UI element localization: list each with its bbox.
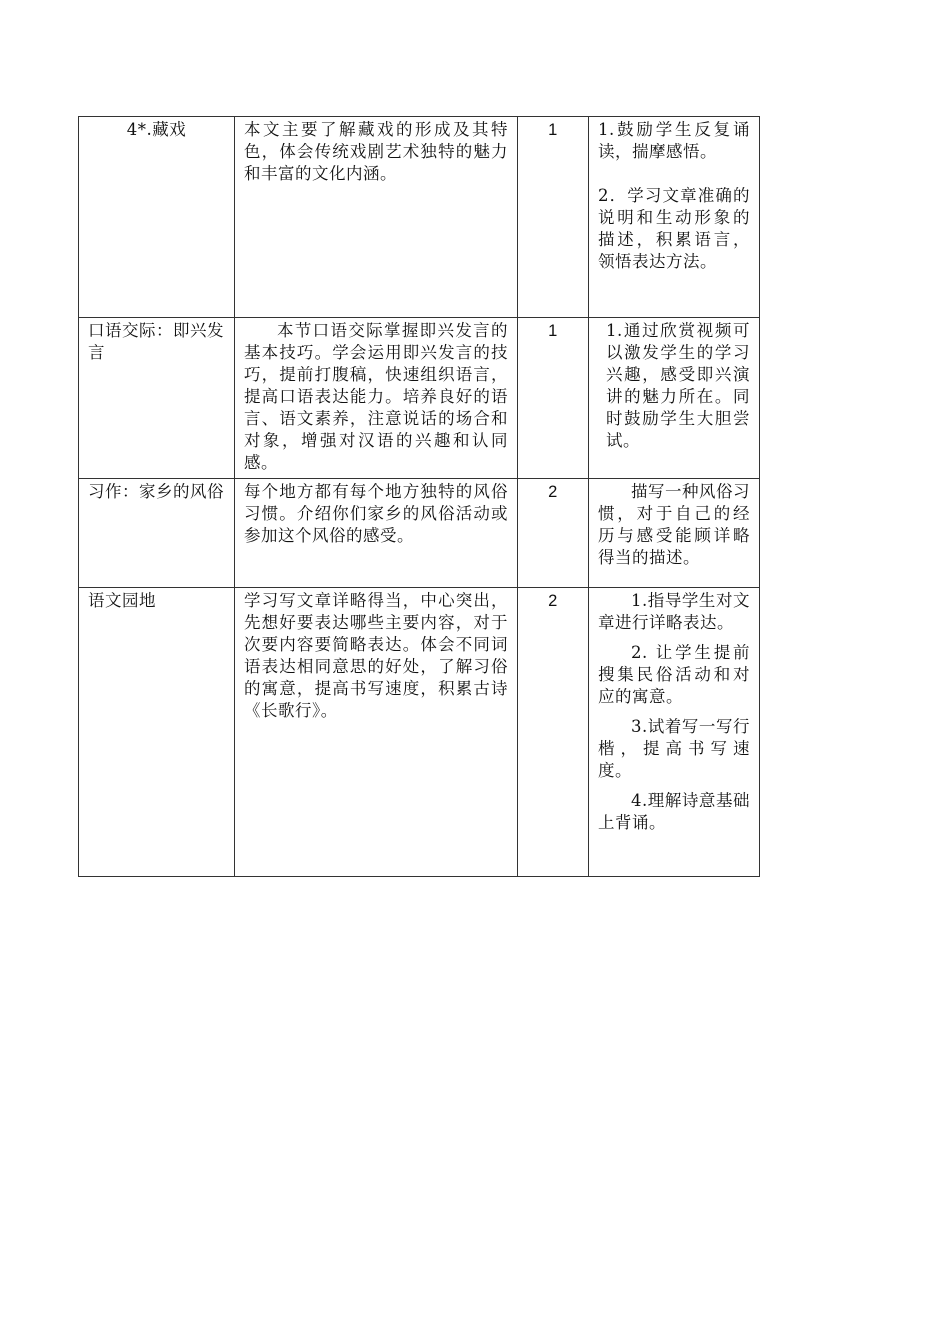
lesson-description: 学习写文章详略得当，中心突出，先想好要表达哪些主要内容，对于次要内容要简略表达。体会不同词语表达相同意思的好处，了解习俗的寓意，提高书写速度，积累古诗《长歌行》。 [244, 591, 508, 720]
lesson-description: 本节口语交际掌握即兴发言的基本技巧。学会运用即兴发言的技巧，提前打腹稿，快速组织语言，提高口语表达能力。培养良好的语言、语文素养，注意说话的场合和对象，增强对汉语的兴趣和认同感。 [244, 321, 508, 472]
lesson-desc-cell [235, 479, 518, 588]
lesson-method-cell [589, 588, 760, 877]
lesson-hours: 2 [548, 483, 558, 501]
lesson-title: 语文园地 [88, 591, 156, 610]
method-item: 2．学习文章准确的说明和生动形象的描述，积累语言，领悟表达方法。 [598, 186, 750, 271]
lesson-desc-cell [235, 318, 518, 479]
table-row [79, 479, 760, 588]
lesson-title: 口语交际：即兴发言 [88, 321, 224, 362]
lesson-title: 4*.藏戏 [126, 120, 187, 139]
lesson-method-cell [589, 479, 760, 588]
lesson-hours: 1 [548, 322, 558, 340]
method-item: 1.指导学生对文章进行详略表达。 [598, 591, 750, 632]
lesson-desc-cell [235, 117, 518, 318]
lesson-method-cell [589, 117, 760, 318]
lesson-hours-cell [518, 588, 589, 877]
lesson-title-cell [79, 479, 235, 588]
method-item: 描写一种风俗习惯，对于自己的经历与感受能顾详略得当的描述。 [598, 482, 750, 567]
table-row [79, 588, 760, 877]
table-row [79, 117, 760, 318]
lesson-desc-cell [235, 588, 518, 877]
method-item: 4.理解诗意基础上背诵。 [598, 791, 750, 832]
table-row [79, 318, 760, 479]
lesson-title: 习作：家乡的风俗 [88, 482, 224, 501]
method-item: 1.通过欣赏视频可以激发学生的学习兴趣，感受即兴演讲的魅力所在。同时鼓励学生大胆尝试。 [606, 321, 750, 450]
lesson-hours: 2 [548, 592, 558, 610]
lesson-method-cell [589, 318, 760, 479]
lesson-hours-cell [518, 117, 589, 318]
lesson-title-cell [79, 117, 235, 318]
lesson-description: 本文主要了解藏戏的形成及其特色，体会传统戏剧艺术独特的魅力和丰富的文化内涵。 [244, 120, 508, 183]
lesson-title-cell [79, 318, 235, 479]
lesson-hours: 1 [548, 121, 558, 139]
method-item: 3.试着写一写行楷，提高书写速度。 [598, 717, 750, 780]
method-item: 2. 让学生提前搜集民俗活动和对应的寓意。 [598, 643, 750, 706]
lesson-description: 每个地方都有每个地方独特的风俗习惯。介绍你们家乡的风俗活动或参加这个风俗的感受。 [244, 482, 508, 545]
lesson-hours-cell [518, 479, 589, 588]
lesson-hours-cell [518, 318, 589, 479]
method-item: 1.鼓励学生反复诵读，揣摩感悟。 [598, 120, 750, 161]
lesson-title-cell [79, 588, 235, 877]
lesson-plan-table [78, 116, 760, 877]
